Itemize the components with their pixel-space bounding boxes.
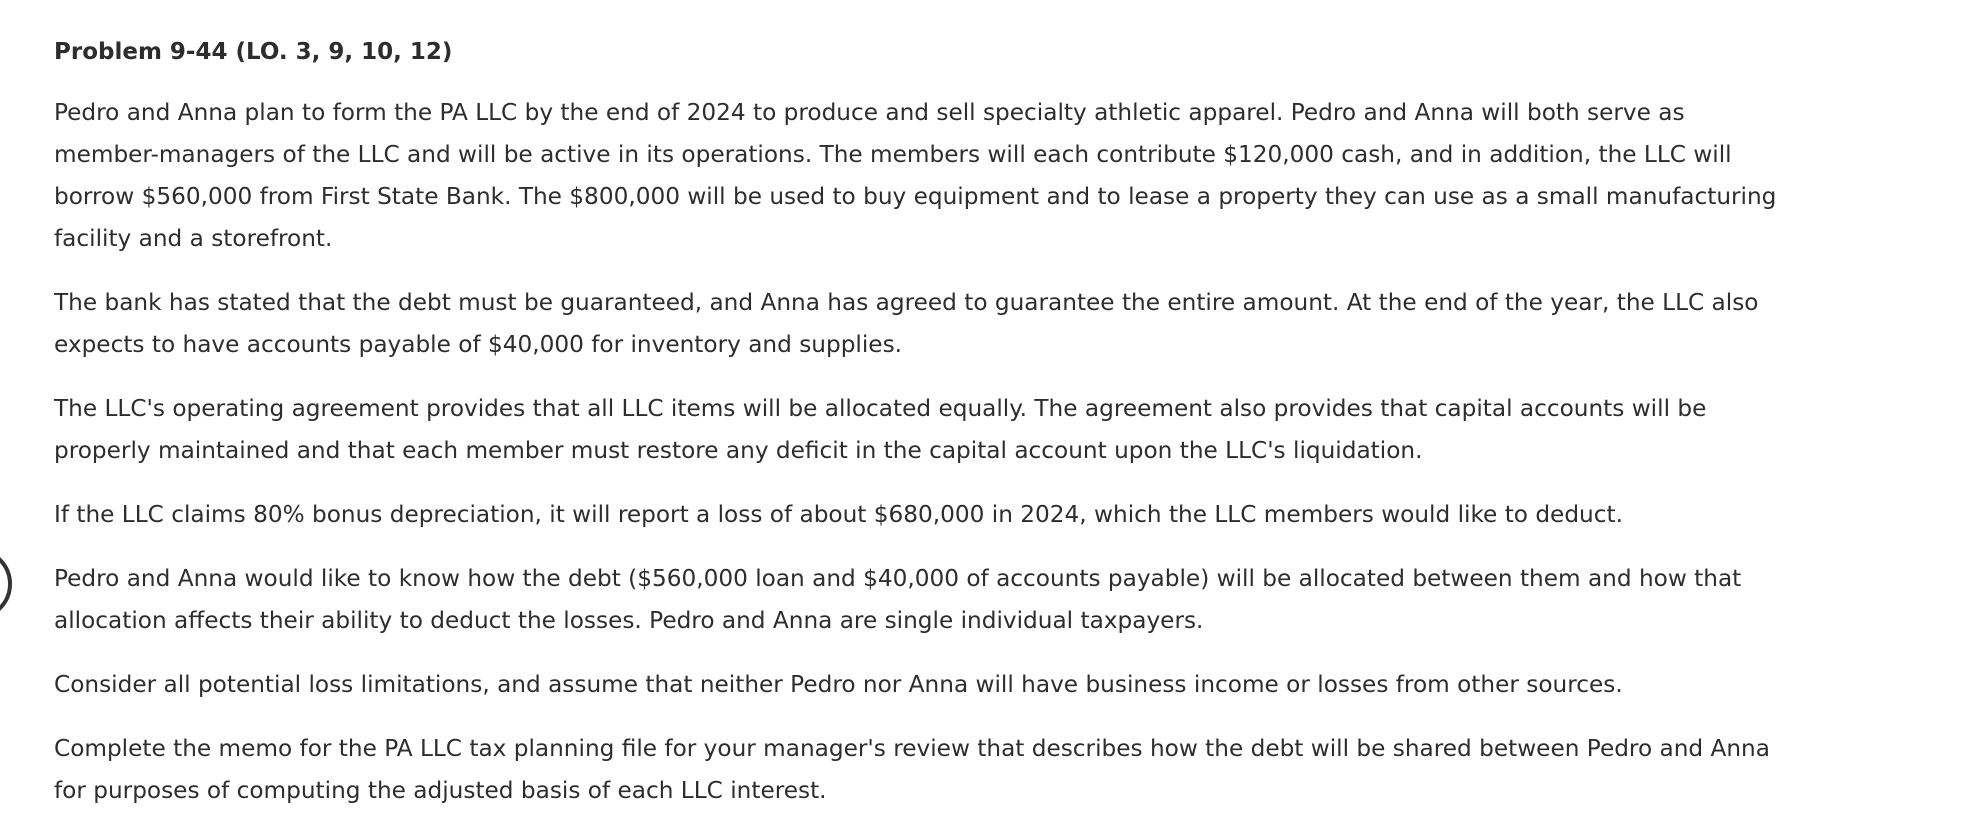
paragraph-formation: Pedro and Anna plan to form the PA LLC by the end of 2024 to produce and sell specialty athletic apparel. Pedro and Anna will both serve as member-managers of the LLC and will be active in its operations. The members will each contribute $120,000 cash, and in addition, the LLC will borrow $560,000 from First State Bank. The $800,000 will be used to buy equipment and to lease a property they can use as a small manufacturing facility and a storefront. <box>54 99 1777 252</box>
partial-circle-icon <box>0 548 12 620</box>
problem-content <box>54 34 1794 834</box>
paragraph-debt-allocation: Pedro and Anna would like to know how the debt ($560,000 loan and $40,000 of accounts payable) will be allocated between them and how that allocation affects their ability to deduct the losses. Pedro and Anna are single individual taxpayers. <box>54 565 1742 634</box>
paragraph-guarantee: The bank has stated that the debt must be guaranteed, and Anna has agreed to guarantee the entire amount. At the end of the year, the LLC also expects to have accounts payable of $40,000 for inventory and supplies. <box>54 289 1759 358</box>
paragraph-bonus-depreciation: If the LLC claims 80% bonus depreciation, it will report a loss of about $680,000 in 2024, which the LLC members would like to deduct. <box>54 501 1623 528</box>
paragraph-loss-limitations: Consider all potential loss limitations, and assume that neither Pedro nor Anna will have business income or losses from other sources. <box>54 671 1623 698</box>
paragraph-operating-agreement: The LLC's operating agreement provides that all LLC items will be allocated equally. The agreement also provides that capital accounts will be properly maintained and that each member must restore any deficit in the capital account upon the LLC's liquidation. <box>54 395 1707 464</box>
paragraph-memo-task: Complete the memo for the PA LLC tax planning file for your manager's review that describes how the debt will be shared between Pedro and Anna for purposes of computing the adjusted basis of each LLC interest. <box>54 735 1770 804</box>
problem-title: Problem 9-44 (LO. 3, 9, 10, 12) <box>54 39 453 65</box>
